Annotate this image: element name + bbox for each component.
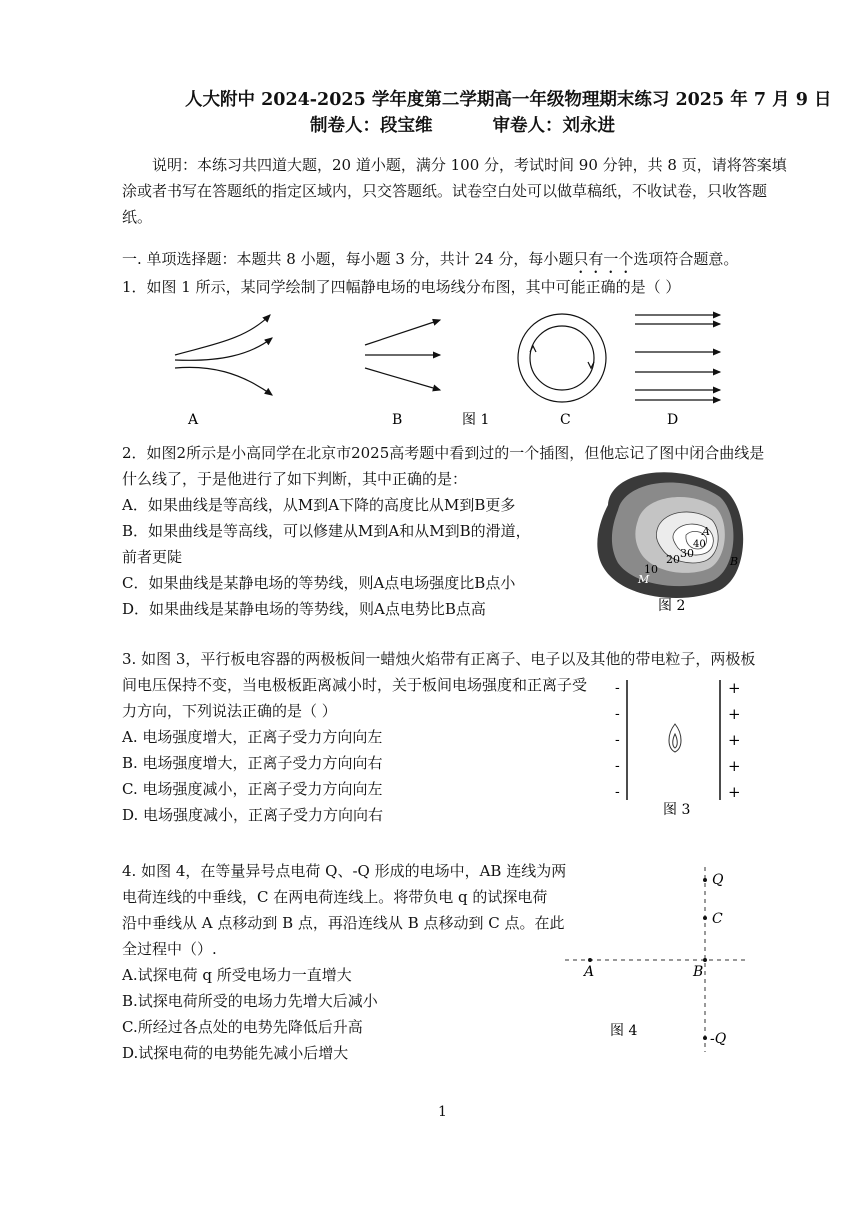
q4-option-a: A.试探电荷 q 所受电场力一直增大 [122, 966, 352, 984]
figure-3 [605, 672, 755, 822]
section-heading-post: 选项符合题意。 [633, 250, 739, 268]
plus-sign: + [728, 783, 741, 801]
q3-stem-line-3: 力方向，下列说法正确的是（ ） [122, 702, 337, 720]
q2-stem-line-1: 2．如图2所示是小高同学在北京市2025高考题中看到过的一个插图，但他忘记了图中闭合曲线是 [122, 444, 765, 462]
figure-1d-parallel-lines [635, 315, 720, 400]
contour-30-label: 30 [680, 547, 694, 560]
page-title: 人大附中 2024-2025 学年度第二学期高一年级物理期末练习 2025 年 7 月 9 日 [185, 90, 832, 110]
figure-1 [150, 300, 750, 435]
q4-stem-line-2: 电荷连线的中垂线，C 在两电荷连线上。将带负电 q 的试探电荷 [122, 888, 548, 906]
minus-sign: - [615, 732, 620, 748]
contour-10-label: 10 [644, 563, 658, 576]
figure-2-caption: 图 2 [658, 598, 686, 614]
minus-sign: - [615, 784, 620, 800]
plus-sign: + [728, 757, 741, 775]
plus-sign: + [728, 705, 741, 723]
figure-1c-closed-loops [518, 314, 606, 402]
q4-option-d: D.试探电荷的电势能先减小后增大 [122, 1044, 349, 1062]
q4-stem-line-1: 4. 如图 4，在等量异号点电荷 Q、-Q 形成的电场中，AB 连线为两 [122, 862, 567, 880]
q4-option-c: C.所经过各点处的电势先降低后升高 [122, 1018, 363, 1036]
candle-flame-icon [669, 724, 681, 752]
instructions-line-3: 纸。 [122, 208, 153, 226]
contour-20-label: 20 [666, 553, 680, 566]
q2-stem-line-2: 什么线了，于是他进行了如下判断，其中正确的是： [122, 470, 468, 488]
minus-sign: - [615, 758, 620, 774]
q2-option-b-line-2: 前者更陡 [122, 548, 183, 566]
minus-sign: - [615, 680, 620, 696]
plus-sign: + [728, 679, 741, 697]
figure-2-contour-map [597, 472, 743, 598]
maker-name: 制卷人：段宝维 [310, 116, 433, 136]
figure-1a-label: A [188, 412, 199, 428]
figure-4-caption: 图 4 [610, 1023, 638, 1039]
point-a-label: A [702, 525, 710, 538]
figure-1b-label: B [392, 412, 403, 428]
minus-sign: - [615, 706, 620, 722]
q3-option-b: B. 电场强度增大，正离子受力方向向右 [122, 754, 383, 772]
point-a-dot [588, 958, 592, 962]
point-b-label: B [693, 964, 704, 980]
q2-option-b-line-1: B．如果曲线是等高线，可以修建从M到A和从M到B的滑道， [122, 522, 531, 540]
section-heading-emphasis: 只有一个 [573, 250, 634, 268]
charge-neg-q-dot [703, 1036, 707, 1040]
figure-3-caption: 图 3 [663, 802, 691, 818]
instructions-line-1: 说明：本练习共四道大题，20 道小题，满分 100 分，考试时间 90 分钟，共 8 页，请将答案填 [152, 156, 787, 174]
point-b-label: B [730, 555, 739, 568]
figure-1c-label: C [560, 412, 571, 428]
q3-option-a: A. 电场强度增大，正离子受力方向向左 [122, 728, 383, 746]
section-heading-pre: 一. 单项选择题：本题共 8 小题，每小题 3 分，共计 24 分，每小题 [122, 250, 574, 268]
point-b-dot [703, 958, 707, 962]
point-m-label: M [638, 573, 650, 586]
q4-stem-line-3: 沿中垂线从 A 点移动到 B 点，再沿连线从 B 点移动到 C 点。在此 [122, 914, 565, 932]
charge-neg-q-label: -Q [710, 1031, 727, 1047]
point-a-label: A [584, 964, 595, 980]
q2-option-c: C．如果曲线是某静电场的等势线，则A点电场强度比B点小 [122, 574, 516, 592]
charge-q-dot [703, 878, 707, 882]
point-c-label: C [712, 911, 723, 927]
author-line [310, 112, 615, 137]
q4-option-b: B.试探电荷所受的电场力先增大后减小 [122, 992, 378, 1010]
contour-40-label: 40 [693, 539, 706, 550]
instructions-line-2: 涂或者书写在答题纸的指定区域内，只交答题纸。试卷空白处可以做草稿纸，不收试卷，只收答题 [122, 182, 768, 200]
figure-1a-crossing-lines [175, 315, 272, 395]
page-number: 1 [438, 1104, 447, 1120]
q3-option-d: D. 电场强度减小，正离子受力方向向右 [122, 806, 384, 824]
figure-1b-diverging-lines [365, 320, 440, 390]
q3-option-c: C. 电场强度减小，正离子受力方向向左 [122, 780, 383, 798]
figure-4 [560, 862, 760, 1062]
reviewer-name: 审卷人：刘永进 [492, 116, 615, 136]
figure-2 [590, 465, 750, 615]
section-heading [122, 246, 738, 277]
figure-1d-label: D [667, 412, 679, 428]
q4-stem-line-4: 全过程中（）. [122, 940, 217, 958]
plus-sign: + [728, 731, 741, 749]
q3-stem-line-2: 间电压保持不变，当电极板距离减小时，关于板间电场强度和正离子受 [122, 676, 588, 694]
q3-stem-line-1: 3. 如图 3，平行板电容器的两极板间一蜡烛火焰带有正离子、电子以及其他的带电粒子，两极板 [122, 650, 756, 668]
q1-stem: 1．如图 1 所示，某同学绘制了四幅静电场的电场线分布图，其中可能正确的是（ ） [122, 278, 681, 296]
figure-1-caption: 图 1 [462, 412, 490, 428]
q2-option-a: A．如果曲线是等高线，从M到A下降的高度比从M到B更多 [122, 496, 516, 514]
q2-option-d: D．如果曲线是某静电场的等势线，则A点电势比B点高 [122, 600, 486, 618]
point-c-dot [703, 916, 707, 920]
charge-q-label: Q [712, 872, 724, 888]
